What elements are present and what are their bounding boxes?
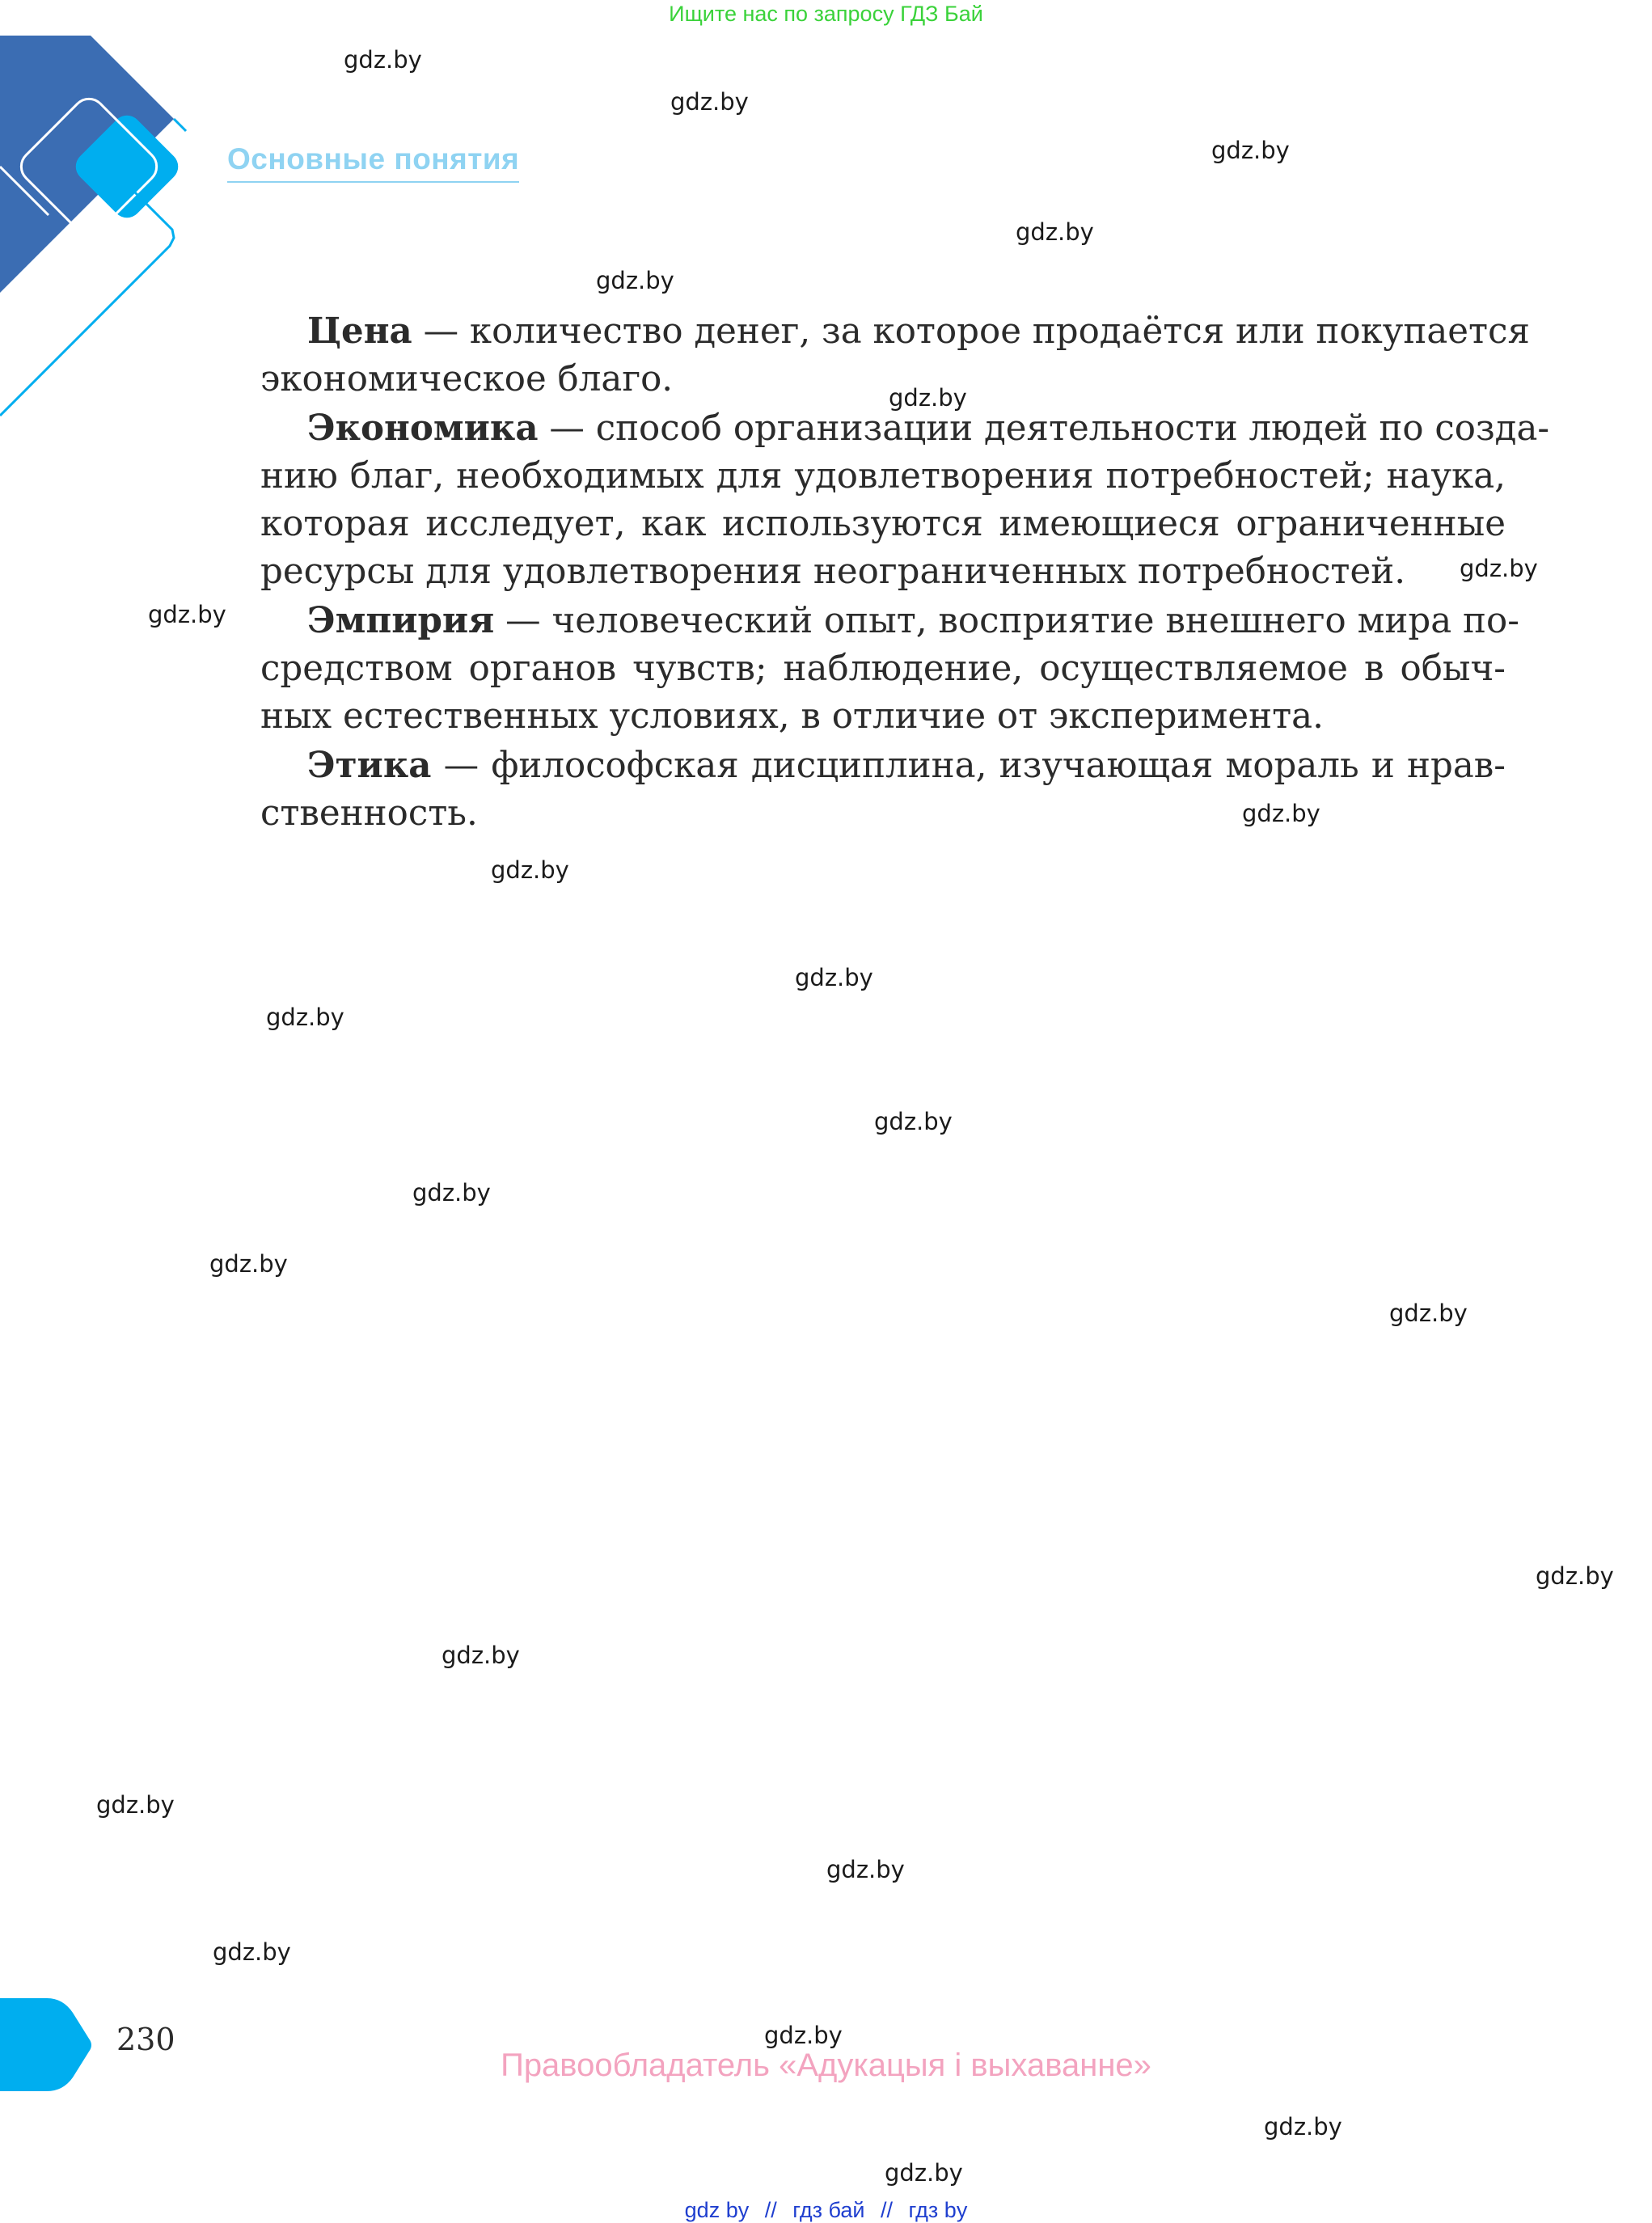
definition-economy: [260, 404, 1550, 453]
footer-separator: //: [764, 2198, 777, 2222]
footer-link-gdz-by-ru[interactable]: гдз by: [908, 2198, 968, 2222]
watermark: gdz.by: [874, 1108, 953, 1135]
watermark: gdz.by: [148, 601, 226, 628]
footer-link-gdz-bai[interactable]: гдз бай: [792, 2198, 865, 2222]
term-economy: Экономика: [307, 407, 539, 449]
watermark: gdz.by: [213, 1938, 291, 1966]
copyright-notice: Правообладатель «Адукацыя і выхаванне»: [501, 2048, 1151, 2083]
definition-ethics: [260, 742, 1506, 790]
watermark: gdz.by: [1016, 218, 1094, 246]
watermark: gdz.by: [96, 1791, 175, 1819]
definition-text: — способ организации деятельности людей по созда-: [538, 408, 1550, 449]
definition-text: экономическое благо.: [260, 359, 674, 400]
term-price: Цена: [307, 311, 412, 352]
watermark: gdz.by: [1264, 2113, 1342, 2141]
term-empiria: Эмпирия: [307, 599, 495, 641]
definition-text: — философская дисциплина, изучающая мораль и нрав-: [431, 745, 1506, 786]
definition-text: ственность.: [260, 792, 478, 834]
watermark: gdz.by: [764, 2022, 843, 2049]
definition-text: — количество денег, за которое продаётся или покупается: [412, 311, 1530, 352]
watermark: gdz.by: [412, 1179, 491, 1207]
watermark: gdz.by: [1211, 137, 1290, 164]
watermark: gdz.by: [885, 2159, 963, 2187]
watermark: gdz.by: [1536, 1562, 1614, 1590]
watermark: gdz.by: [1389, 1300, 1468, 1327]
watermark: gdz.by: [344, 46, 422, 74]
watermark: gdz.by: [209, 1250, 288, 1278]
watermark: gdz.by: [442, 1642, 520, 1669]
definition-text: ресурсы для удовлетворения неограниченных потребностей.: [260, 552, 1406, 593]
definition-text: — человеческий опыт, восприятие внешнего мира по-: [494, 600, 1519, 641]
definition-empiria: [260, 597, 1519, 645]
section-title: Основные понятия: [227, 142, 520, 175]
definition-text: которая исследует, как используются имеющиеся ограниченные: [260, 504, 1506, 545]
definitions-block: [260, 307, 1550, 838]
watermark: gdz.by: [1460, 555, 1538, 582]
definition-text: средством органов чувств; наблюдение, осуществляемое в обыч-: [260, 649, 1506, 690]
watermark: gdz.by: [596, 267, 674, 294]
definition-text: ных естественных условиях, в отличие от эксперимента.: [260, 696, 1324, 737]
term-ethics: Этика: [307, 744, 432, 786]
watermark: gdz.by: [266, 1004, 344, 1031]
watermark: gdz.by: [795, 964, 873, 991]
watermark: gdz.by: [1242, 800, 1320, 827]
page-number: 230: [116, 2022, 175, 2057]
footer-separator: //: [881, 2198, 894, 2222]
watermark: gdz.by: [670, 88, 749, 116]
definition-text: нию благ, необходимых для удовлетворения потребностей; наука,: [260, 455, 1506, 497]
definition-price: [260, 307, 1530, 356]
section-underline: [227, 181, 519, 183]
footer-link-gdz-by[interactable]: gdz by: [684, 2198, 750, 2222]
watermark: gdz.by: [889, 384, 967, 412]
watermark: gdz.by: [491, 856, 569, 884]
footer-links: [0, 2198, 1652, 2223]
top-banner[interactable]: Ищите нас по запросу ГДЗ Бай: [669, 2, 983, 26]
watermark: gdz.by: [826, 1856, 905, 1883]
